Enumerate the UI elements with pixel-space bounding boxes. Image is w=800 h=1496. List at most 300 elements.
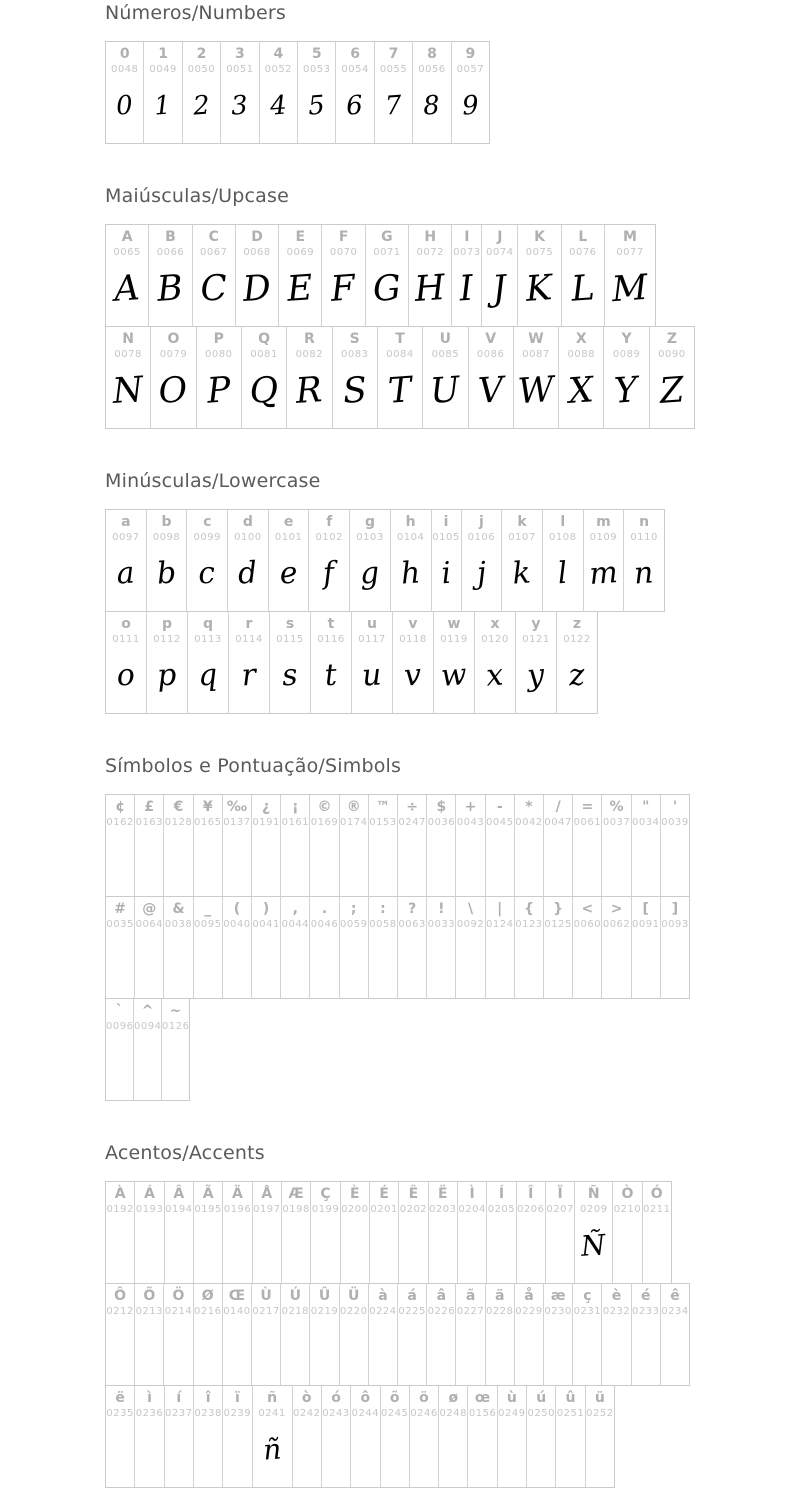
cell-unicode-label: 0245 [380,1408,409,1419]
glyph-cell [544,795,573,896]
cell-unicode-label: 0066 [156,247,185,258]
cell-glyph-preview: 9 [460,89,480,122]
glyph-cell [399,1182,428,1283]
cell-unicode-label: 0057 [456,64,485,75]
glyph-grid-row [105,1181,672,1284]
glyph-cell [311,612,352,713]
cell-character-label: ù [506,1390,517,1406]
glyph-cell [165,1182,194,1283]
glyph-cell [452,225,482,326]
cell-character-label: j [478,514,484,530]
cell-character-label: o [121,616,131,632]
glyph-cell [106,1386,135,1487]
glyph-cell [602,795,631,896]
glyph-cell [106,612,147,713]
cell-unicode-label: 0203 [429,1204,457,1215]
cell-character-label: Ä [232,1186,243,1202]
cell-character-label: K [534,229,545,245]
glyph-cell [144,42,182,143]
cell-glyph-preview [282,1215,311,1283]
cell-unicode-label: 0123 [515,919,543,930]
cell-unicode-label: 0192 [106,1204,134,1215]
cell-character-label: ~ [169,1003,182,1019]
cell-unicode-label: 0225 [398,1306,426,1317]
cell-character-label: ® [346,799,361,815]
cell-unicode-label: 0216 [193,1306,222,1317]
glyph-cell [573,1284,602,1385]
section-title: Símbolos e Pontuação/Simbols [105,755,402,777]
glyph-cell [135,795,164,896]
glyph-cell [293,1386,322,1487]
cell-glyph-preview [515,930,544,998]
cell-character-label: è [611,1288,622,1304]
glyph-cell [194,1386,223,1487]
cell-glyph-preview [340,930,369,998]
glyph-cell [350,510,391,611]
cell-unicode-label: 0156 [468,1408,497,1419]
cell-character-label: X [575,331,587,347]
cell-character-label: ö [419,1390,429,1406]
glyph-cell [106,897,135,998]
cell-glyph-preview: m [587,555,619,592]
cell-unicode-label: 0116 [317,634,345,645]
glyph-grid-row [105,896,690,999]
cell-glyph-preview [310,1317,339,1385]
cell-unicode-label: 0035 [106,919,134,930]
cell-character-label: 3 [235,46,245,62]
glyph-cell [456,795,485,896]
cell-character-label: . [321,901,328,917]
cell-unicode-label: 0204 [458,1204,486,1215]
cell-glyph-preview [398,1317,427,1385]
glyph-cell [366,225,409,326]
cell-glyph-preview [370,1215,399,1283]
cell-glyph-preview: 4 [268,89,288,122]
cell-character-label: 5 [311,46,322,62]
cell-unicode-label: 0206 [517,1204,545,1215]
glyph-cell [340,1284,369,1385]
cell-glyph-preview: v [403,657,423,694]
cell-unicode-label: 0126 [162,1021,189,1032]
cell-unicode-label: 0038 [164,919,193,930]
cell-glyph-preview [106,828,135,896]
cell-character-label: N [122,331,135,347]
glyph-cell [514,327,559,428]
cell-unicode-label: 0213 [135,1306,164,1317]
cell-glyph-preview: j [475,555,487,592]
glyph-cell [604,327,649,428]
glyph-grid-row [105,41,490,144]
glyph-cell [223,795,252,896]
cell-unicode-label: 0239 [223,1408,252,1419]
cell-unicode-label: 0097 [112,532,140,543]
cell-unicode-label: 0163 [135,817,164,828]
cell-character-label: O [167,331,180,347]
cell-character-label: ¿ [262,799,271,815]
cell-unicode-label: 0232 [602,1306,631,1317]
cell-character-label: Ï [557,1186,563,1202]
section-title: Maiúsculas/Upcase [105,185,290,207]
cell-unicode-label: 0060 [573,919,602,930]
cell-glyph-preview [398,828,427,896]
cell-unicode-label: 0211 [643,1204,671,1215]
cell-glyph-preview [223,930,252,998]
cell-glyph-preview [486,828,515,896]
cell-character-label: > [610,901,623,917]
glyph-cell [151,327,196,428]
cell-glyph-preview [293,1419,322,1487]
glyph-cell [242,327,287,428]
glyph-cell [310,1284,339,1385]
glyph-grid-row [105,326,695,429]
cell-glyph-preview: P [205,369,232,412]
cell-unicode-label: 0226 [427,1306,456,1317]
cell-unicode-label: 0049 [149,64,177,75]
glyph-cell [398,1284,427,1385]
cell-character-label: u [367,616,377,632]
cell-glyph-preview: O [157,369,189,412]
cell-unicode-label: 0083 [340,349,369,360]
cell-character-label: / [555,799,561,815]
cell-unicode-label: 0085 [431,349,460,360]
cell-character-label: Ø [201,1288,214,1304]
cell-character-label: Ô [114,1288,127,1304]
glyph-cell [223,1284,252,1385]
cell-unicode-label: 0039 [661,817,689,828]
cell-glyph-preview [573,1317,602,1385]
glyph-cell [106,999,134,1100]
glyph-cell [221,42,259,143]
glyph-cell [281,897,310,998]
cell-glyph-preview [515,828,544,896]
cell-character-label: 9 [465,46,476,62]
cell-glyph-preview [134,1032,162,1100]
cell-character-label: \ [467,901,474,917]
cell-glyph-preview: 0 [115,89,134,122]
cell-glyph-preview [223,1317,252,1385]
glyph-cell [106,795,135,896]
cell-character-label: ™ [375,799,390,815]
cell-character-label: w [447,616,461,632]
cell-glyph-preview [162,1032,189,1100]
cell-character-label: ( [233,901,241,917]
glyph-cell [502,510,543,611]
cell-unicode-label: 0229 [515,1306,543,1317]
glyph-grid-row [105,1385,615,1488]
cell-glyph-preview [310,828,339,896]
cell-glyph-preview: g [358,555,381,592]
cell-character-label: ó [331,1390,341,1406]
glyph-cell [194,897,223,998]
cell-character-label: 7 [388,46,399,62]
glyph-cell [149,225,192,326]
glyph-cell [661,795,689,896]
cell-glyph-preview: b [155,555,178,592]
glyph-cell [135,1182,164,1283]
glyph-cell [194,1182,223,1283]
cell-unicode-label: 0231 [573,1306,602,1317]
cell-character-label: f [326,514,333,530]
cell-character-label: ' [672,799,678,815]
cell-glyph-preview: U [428,369,462,412]
cell-unicode-label: 0249 [498,1408,526,1419]
glyph-cell [423,327,468,428]
cell-unicode-label: 0104 [396,532,425,543]
cell-glyph-preview [106,1215,135,1283]
cell-unicode-label: 0251 [556,1408,585,1419]
cell-character-label: { [523,901,534,917]
cell-unicode-label: 0061 [573,817,602,828]
cell-character-label: Â [173,1186,185,1202]
cell-character-label: G [381,229,393,245]
cell-glyph-preview [135,1317,164,1385]
glyph-cell [135,1386,164,1487]
cell-glyph-preview: 2 [191,89,211,122]
cell-unicode-label: 0197 [253,1204,281,1215]
cell-character-label: Á [144,1186,155,1202]
cell-glyph-preview: M [610,267,649,310]
glyph-cell [556,1386,585,1487]
cell-character-label: á [407,1288,417,1304]
cell-glyph-preview [194,930,223,998]
cell-unicode-label: 0128 [164,817,193,828]
cell-glyph-preview: B [155,267,185,310]
glyph-cell [223,1386,252,1487]
cell-glyph-preview [613,1215,642,1283]
cell-unicode-label: 0101 [274,532,303,543]
cell-glyph-preview: W [516,369,556,412]
cell-unicode-label: 0198 [282,1204,310,1215]
glyph-cell [165,1386,194,1487]
glyph-grid-row [105,998,190,1101]
cell-glyph-preview [281,930,310,998]
cell-unicode-label: 0043 [456,817,485,828]
cell-character-label: [ [642,901,649,917]
cell-unicode-label: 0153 [369,817,397,828]
cell-character-label: , [292,901,298,917]
cell-glyph-preview: L [569,267,596,310]
cell-unicode-label: 0205 [487,1204,516,1215]
cell-character-label: ø [448,1390,459,1406]
cell-unicode-label: 0224 [369,1306,397,1317]
cell-character-label: Å [261,1186,273,1202]
cell-glyph-preview [281,828,310,896]
cell-character-label: Ö [172,1288,185,1304]
cell-unicode-label: 0089 [612,349,641,360]
cell-character-label: R [304,331,315,347]
cell-character-label: ‰ [226,799,247,815]
cell-glyph-preview [340,828,369,896]
cell-glyph-preview [106,1032,134,1100]
glyph-cell [602,897,631,998]
glyph-cell [253,1386,293,1487]
cell-glyph-preview [106,930,135,998]
glyph-cell [281,795,310,896]
cell-unicode-label: 0034 [632,817,660,828]
section-title: Números/Numbers [105,2,286,24]
cell-glyph-preview [515,1317,544,1385]
cell-glyph-preview: k [511,555,533,592]
cell-unicode-label: 0106 [467,532,496,543]
glyph-cell [279,225,322,326]
cell-character-label: ê [670,1288,680,1304]
cell-unicode-label: 0058 [369,919,397,930]
cell-unicode-label: 0054 [341,64,369,75]
cell-character-label: q [202,616,214,632]
cell-unicode-label: 0220 [340,1306,368,1317]
cell-glyph-preview: E [285,267,315,310]
glyph-cell [370,1182,399,1283]
glyph-cell [252,795,281,896]
cell-character-label: Ú [289,1288,301,1304]
glyph-cell [252,897,281,998]
cell-unicode-label: 0246 [410,1408,438,1419]
cell-unicode-label: 0108 [548,532,577,543]
cell-character-label: Æ [288,1186,304,1202]
cell-unicode-label: 0250 [527,1408,555,1419]
cell-glyph-preview: i [439,555,452,592]
glyph-grid [105,41,800,144]
cell-character-label: ñ [267,1390,278,1406]
cell-unicode-label: 0059 [340,919,368,930]
cell-unicode-label: 0200 [341,1204,369,1215]
glyph-cell [624,510,664,611]
glyph-cell [458,1182,487,1283]
glyph-cell [253,1182,282,1283]
cell-character-label: 6 [350,46,361,62]
cell-unicode-label: 0067 [200,247,228,258]
cell-glyph-preview [427,828,456,896]
cell-glyph-preview: 6 [345,89,365,122]
cell-character-label: é [641,1288,651,1304]
cell-glyph-preview [458,1215,487,1283]
cell-character-label: b [161,514,172,530]
cell-unicode-label: 0228 [486,1306,514,1317]
glyph-cell [135,1284,164,1385]
cell-unicode-label: 0115 [276,634,304,645]
cell-character-label: Ç [320,1186,331,1202]
cell-unicode-label: 0137 [223,817,251,828]
cell-unicode-label: 0100 [234,532,262,543]
cell-glyph-preview: 8 [422,89,441,122]
cell-character-label: p [161,616,173,632]
cell-character-label: H [424,229,437,245]
cell-glyph-preview: 1 [153,89,173,122]
cell-character-label: h [405,514,416,530]
glyph-cell [194,1284,223,1385]
cell-unicode-label: 0118 [399,634,427,645]
glyph-cell [546,1182,575,1283]
cell-glyph-preview: 7 [383,89,403,122]
cell-unicode-label: 0191 [252,817,280,828]
glyph-cell [197,327,242,428]
cell-character-label: ! [438,901,445,917]
cell-character-label: a [121,514,131,530]
cell-unicode-label: 0162 [106,817,134,828]
cell-glyph-preview [340,1317,369,1385]
cell-unicode-label: 0040 [223,919,251,930]
cell-unicode-label: 0120 [481,634,509,645]
cell-glyph-preview: h [399,555,422,592]
cell-unicode-label: 0199 [311,1204,340,1215]
cell-glyph-preview [602,1317,631,1385]
cell-unicode-label: 0195 [194,1204,222,1215]
glyph-cell [106,1182,135,1283]
cell-unicode-label: 0247 [398,817,426,828]
cell-glyph-preview [252,828,281,896]
cell-glyph-preview: ñ [261,1432,282,1467]
glyph-cell [543,510,584,611]
glyph-cell [584,510,625,611]
cell-unicode-label: 0227 [456,1306,485,1317]
cell-character-label: Ã [202,1186,214,1202]
cell-character-label: : [380,901,386,917]
glyph-cell [632,1284,661,1385]
cell-glyph-preview: s [280,657,299,694]
glyph-cell [398,795,427,896]
glyph-cell [341,1182,370,1283]
glyph-cell [482,225,518,326]
cell-glyph-preview [341,1215,370,1283]
cell-unicode-label: 0113 [194,634,222,645]
cell-glyph-preview [544,930,573,998]
cell-unicode-label: 0174 [340,817,368,828]
cell-glyph-preview [165,1215,194,1283]
cell-glyph-preview: K [524,267,554,310]
cell-glyph-preview [527,1419,556,1487]
cell-glyph-preview: x [485,657,505,694]
cell-character-label: C [208,229,219,245]
cell-character-label: B [165,229,176,245]
cell-unicode-label: 0036 [427,817,456,828]
glyph-cell [475,612,516,713]
glyph-cell [333,327,378,428]
cell-unicode-label: 0065 [113,247,141,258]
cell-glyph-preview [602,828,631,896]
cell-character-label: e [283,514,294,530]
cell-character-label: F [338,229,349,245]
cell-character-label: 2 [196,46,207,62]
cell-glyph-preview: 5 [307,89,326,122]
glyph-cell [223,1182,252,1283]
cell-unicode-label: 0219 [310,1306,339,1317]
glyph-cell [378,327,423,428]
glyph-cell [147,612,188,713]
cell-unicode-label: 0102 [315,532,343,543]
cell-unicode-label: 0064 [135,919,164,930]
glyph-cell [434,612,475,713]
cell-character-label: U [439,331,452,347]
cell-glyph-preview [643,1215,671,1283]
cell-unicode-label: 0033 [427,919,456,930]
cell-character-label: x [490,616,500,632]
cell-unicode-label: 0230 [544,1306,572,1317]
cell-glyph-preview [310,930,339,998]
glyph-cell [287,327,332,428]
cell-glyph-preview [135,828,164,896]
cell-unicode-label: 0196 [223,1204,252,1215]
cell-glyph-preview [661,930,689,998]
glyph-cell [134,999,162,1100]
cell-unicode-label: 0209 [580,1204,608,1215]
cell-unicode-label: 0091 [632,919,660,930]
glyph-cell [605,225,655,326]
cell-character-label: £ [144,799,155,815]
cell-character-label: ë [115,1390,125,1406]
section-title: Minúsculas/Lowercase [105,470,321,492]
glyph-grid-row [105,224,656,327]
cell-glyph-preview: Y [613,369,640,412]
